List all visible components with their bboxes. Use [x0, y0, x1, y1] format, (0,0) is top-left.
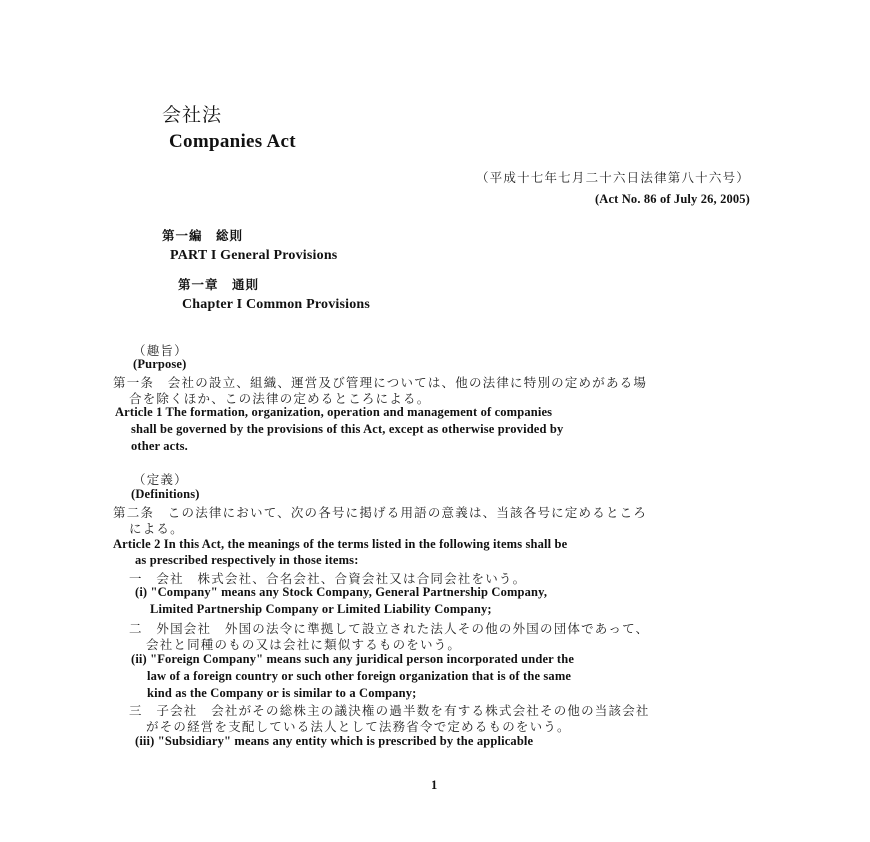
article1-caption-en: (Purpose): [133, 357, 187, 371]
item2-text-jp-line: 会社と同種のもの又は会社に類似するものをいう。: [146, 637, 462, 652]
item2-text-jp-line: 二 外国会社 外国の法令に準拠して設立された法人その他の外国の団体であって、: [129, 621, 650, 636]
article1-text-en-line: shall be governed by the provisions of this Act, except as otherwise provided by: [131, 422, 564, 436]
item2-text-en-line: kind as the Company or is similar to a Company;: [147, 686, 417, 700]
item3-text-jp-line: 三 子会社 会社がその総株主の議決権の過半数を有する株式会社その他の当該会社: [129, 703, 650, 718]
chapter-heading-en: Chapter I Common Provisions: [182, 297, 371, 312]
item3-text-en-line: (iii) "Subsidiary" means any entity which is prescribed by the applicable: [135, 734, 534, 748]
article2-caption-en: (Definitions): [131, 487, 200, 501]
article2-text-en-line: as prescribed respectively in those items:: [135, 553, 359, 567]
article2-text-en-line: Article 2 In this Act, the meanings of the terms listed in the following items shall be: [113, 537, 568, 551]
item2-text-en-line: law of a foreign country or such other foreign organization that is of the same: [147, 669, 572, 683]
part-heading-jp: 第一編 総則: [162, 228, 244, 243]
article1-text-jp-line: 第一条 会社の設立、組織、運営及び管理については、他の法律に特別の定めがある場: [113, 375, 648, 390]
chapter-heading-jp: 第一章 通則: [178, 277, 260, 292]
item1-text-en-line: Limited Partnership Company or Limited Liability Company;: [150, 602, 492, 616]
item2-text-en-line: (ii) "Foreign Company" means such any juridical person incorporated under the: [131, 652, 575, 666]
page-number: 1: [431, 778, 438, 792]
law-number-en: (Act No. 86 of July 26, 2005): [594, 192, 750, 206]
article1-text-jp-line: 合を除くほか、この法律の定めるところによる。: [129, 391, 431, 406]
item1-text-jp: 一 会社 株式会社、合名会社、合資会社又は合同会社をいう。: [129, 571, 527, 586]
article1-text-en-line: Article 1 The formation, organization, operation and management of companies: [115, 405, 553, 419]
item1-text-en-line: (i) "Company" means any Stock Company, General Partnership Company,: [135, 585, 548, 599]
law-title-jp: 会社法: [162, 104, 223, 126]
article1-text-en-line: other acts.: [131, 439, 188, 453]
law-title-en: Companies Act: [169, 131, 296, 152]
article1-caption-jp: （趣旨）: [133, 343, 188, 358]
item3-text-jp-line: がその経営を支配している法人として法務省令で定めるものをいう。: [146, 719, 571, 734]
article2-text-jp-line: による。: [129, 521, 184, 536]
law-number-jp: （平成十七年七月二十六日法律第八十六号）: [475, 170, 750, 185]
article2-caption-jp: （定義）: [133, 472, 188, 487]
part-heading-en: PART I General Provisions: [170, 248, 338, 263]
article2-text-jp-line: 第二条 この法律において、次の各号に掲げる用語の意義は、当該各号に定めるところ: [113, 505, 648, 520]
